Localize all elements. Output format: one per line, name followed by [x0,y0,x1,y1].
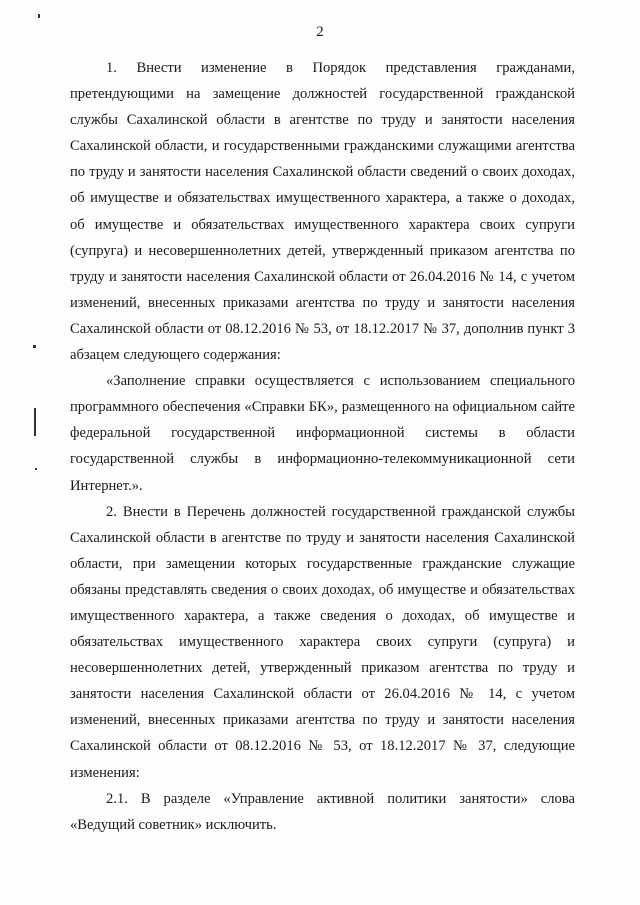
scan-mark-top [38,14,40,18]
document-body [70,55,575,838]
paragraph-1-amendment-procedure: 1. Внести изменение в Порядок представления гражданами, претендующими на замещение должностей государственной гражданской службы Сахалинской области в агентстве по труду и занятости населения Сахалинской области, и государственными гражданскими служащими агентства по труду и занятости населения Сахалинской области сведений о своих доходах, об имуществе и обязательствах имущественного характера, а также о доходах, об имуществе и обязательствах имущественного характера своих супруги (супруга) и несовершеннолетних детей, утвержденный приказом агентства по труду и занятости населения Сахалинской области от 26.04.2016 № 14, с учетом изменений, внесенных приказами агентства по труду и занятости населения Сахалинской области от 08.12.2016 № 53, от 18.12.2017 № 37, дополнив пункт 3 абзацем следующего содержания: [70,60,575,364]
paragraph-quoted-insertion: «Заполнение справки осуществляется с использованием специального программного обеспечения «Справки БК», размещенного на официальном сайте федеральной государственной информационной системы в области государственной службы в информационно-телекоммуникационной сети Интернет.». [70,373,575,494]
scan-mark-bar [34,408,36,436]
scan-mark-lower [35,468,37,470]
paragraph-2-1-exclusion: 2.1. В разделе «Управление активной политики занятости» слова «Ведущий советник» исключить. [70,790,575,833]
paragraph-2-amendment-list: 2. Внести в Перечень должностей государственной гражданской службы Сахалинской области в агентстве по труду и занятости населения Сахалинской области, при замещении которых государственные гражданские служащие обязаны представлять сведения о своих доходах, об имуществе и обязательствах имущественного характера, а также сведения о доходах, об имуществе и обязательствах имущественного характера своих супруги (супруга) и несовершеннолетних детей, утвержденный приказом агентства по труду и занятости населения Сахалинской области от 26.04.2016 № 14, с учетом изменений, внесенных приказами агентства по труду и занятости населения Сахалинской области от 08.12.2016 № 53, от 18.12.2017 № 37, следующие изменения: [70,503,575,781]
scan-mark-upper [33,345,36,348]
page-number: 2 [316,24,324,40]
